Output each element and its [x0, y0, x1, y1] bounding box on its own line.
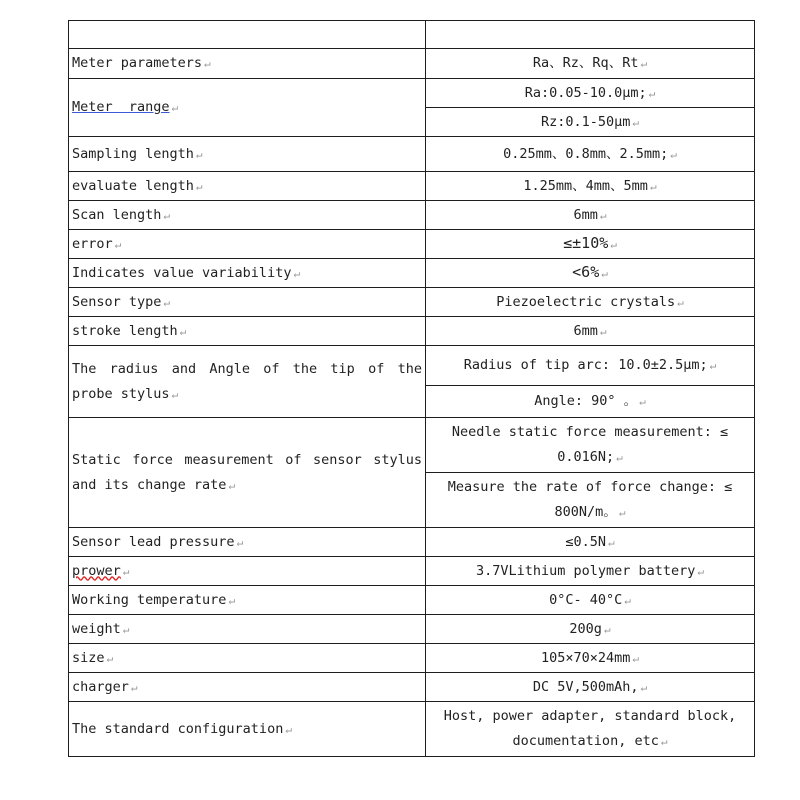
paragraph-mark-icon: ↵	[171, 101, 179, 114]
table-row	[69, 528, 755, 557]
value-cell: 3.7VLithium polymer battery ↵	[426, 557, 755, 586]
value-cell: ≤0.5N ↵	[426, 528, 755, 557]
header-value-cell	[426, 21, 755, 49]
param-cell: error ↵	[69, 230, 426, 259]
table-header-row	[69, 21, 755, 49]
paragraph-mark-icon: ↵	[163, 295, 171, 309]
paragraph-mark-icon: ↵	[640, 57, 648, 70]
param-cell: Indicates value variability ↵	[69, 259, 426, 288]
value-cell: 0.25mm、0.8mm、2.5mm; ↵	[426, 137, 755, 172]
table-row	[69, 702, 755, 757]
paragraph-mark-icon: ↵	[624, 593, 631, 607]
paragraph-mark-icon: ↵	[163, 208, 171, 222]
paragraph-mark-icon: ↵	[632, 651, 640, 665]
table-row	[69, 557, 755, 586]
param-cell: prower ↵	[69, 557, 426, 586]
table-row	[69, 288, 755, 317]
param-cell: Sampling length ↵	[69, 137, 426, 172]
value-cell: Radius of tip arc: 10.0±2.5μm; ↵	[426, 346, 755, 386]
table-row	[69, 137, 755, 172]
paragraph-mark-icon: ↵	[677, 295, 684, 309]
paragraph-mark-icon: ↵	[599, 324, 607, 338]
paragraph-mark-icon: ↵	[639, 395, 646, 408]
table-row	[69, 644, 755, 673]
value-cell: Rz:0.1-50μm ↵	[426, 108, 755, 137]
table-row	[69, 79, 755, 108]
value-cell: <6% ↵	[426, 259, 755, 288]
paragraph-mark-icon: ↵	[608, 535, 615, 549]
table-row	[69, 172, 755, 201]
param-cell: charger ↵	[69, 673, 426, 702]
paragraph-mark-icon: ↵	[670, 147, 677, 161]
header-param-cell	[69, 21, 426, 49]
paragraph-mark-icon: ↵	[632, 115, 640, 129]
table-row	[69, 418, 755, 473]
paragraph-mark-icon: ↵	[228, 478, 236, 492]
param-cell: stroke length ↵	[69, 317, 426, 346]
spec-table	[68, 20, 755, 757]
value-cell: Ra、Rz、Rq、Rt ↵	[426, 49, 755, 79]
value-cell: ≤±10% ↵	[426, 230, 755, 259]
value-cell: Host, power adapter, standard block, documentation, etc ↵	[426, 702, 755, 757]
paragraph-mark-icon: ↵	[610, 238, 617, 251]
paragraph-mark-icon: ↵	[709, 359, 717, 372]
paragraph-mark-icon: ↵	[649, 179, 657, 193]
paragraph-mark-icon: ↵	[114, 237, 122, 251]
param-cell: weight ↵	[69, 615, 426, 644]
param-cell: Sensor type ↵	[69, 288, 426, 317]
paragraph-mark-icon: ↵	[616, 451, 623, 464]
param-cell: Sensor lead pressure ↵	[69, 528, 426, 557]
paragraph-mark-icon: ↵	[293, 266, 301, 280]
paragraph-mark-icon: ↵	[660, 735, 668, 748]
table-row	[69, 615, 755, 644]
paragraph-mark-icon: ↵	[204, 57, 211, 70]
table-row	[69, 201, 755, 230]
value-cell: 6mm ↵	[426, 201, 755, 230]
paragraph-mark-icon: ↵	[195, 147, 203, 161]
value-cell: 0°C- 40°C ↵	[426, 586, 755, 615]
value-cell: Ra:0.05-10.0μm; ↵	[426, 79, 755, 108]
paragraph-mark-icon: ↵	[171, 387, 179, 401]
paragraph-mark-icon: ↵	[130, 680, 138, 694]
paragraph-mark-icon: ↵	[122, 564, 130, 578]
paragraph-mark-icon: ↵	[599, 208, 607, 222]
table-row	[69, 346, 755, 386]
paragraph-mark-icon: ↵	[285, 722, 292, 736]
paragraph-mark-icon: ↵	[618, 506, 626, 519]
param-cell: evaluate length ↵	[69, 172, 426, 201]
table-row	[69, 230, 755, 259]
value-cell: Angle: 90° 。 ↵	[426, 386, 755, 418]
paragraph-mark-icon: ↵	[603, 622, 611, 636]
value-cell: Measure the rate of force change: ≤ 800N/m。 ↵	[426, 473, 755, 528]
param-cell: size ↵	[69, 644, 426, 673]
param-cell: The radius and Angle of the tip of the probe stylus ↵	[69, 346, 426, 418]
param-cell: Meter range ↵	[69, 79, 426, 137]
table-row	[69, 259, 755, 288]
paragraph-mark-icon: ↵	[640, 680, 648, 694]
paragraph-mark-icon: ↵	[697, 564, 705, 578]
value-cell: 1.25mm、4mm、5mm ↵	[426, 172, 755, 201]
param-cell: Meter parameters ↵	[69, 49, 426, 79]
paragraph-mark-icon: ↵	[195, 179, 203, 193]
paragraph-mark-icon: ↵	[122, 622, 130, 636]
value-cell: Piezoelectric crystals ↵	[426, 288, 755, 317]
value-cell: 105×70×24mm ↵	[426, 644, 755, 673]
table-row	[69, 673, 755, 702]
param-cell: Working temperature ↵	[69, 586, 426, 615]
param-cell: The standard configuration ↵	[69, 702, 426, 757]
paragraph-mark-icon: ↵	[179, 324, 187, 338]
table-row	[69, 49, 755, 79]
paragraph-mark-icon: ↵	[236, 535, 244, 549]
value-cell: DC 5V,500mAh, ↵	[426, 673, 755, 702]
param-cell: Scan length ↵	[69, 201, 426, 230]
value-cell: Needle static force measurement: ≤ 0.016N; ↵	[426, 418, 755, 473]
table-row	[69, 586, 755, 615]
paragraph-mark-icon: ↵	[106, 651, 114, 665]
value-cell: 6mm ↵	[426, 317, 755, 346]
value-cell: 200g ↵	[426, 615, 755, 644]
paragraph-mark-icon: ↵	[648, 86, 656, 100]
param-cell: Static force measurement of sensor stylus and its change rate ↵	[69, 418, 426, 528]
table-row	[69, 317, 755, 346]
paragraph-mark-icon: ↵	[601, 267, 608, 280]
paragraph-mark-icon: ↵	[228, 593, 236, 607]
